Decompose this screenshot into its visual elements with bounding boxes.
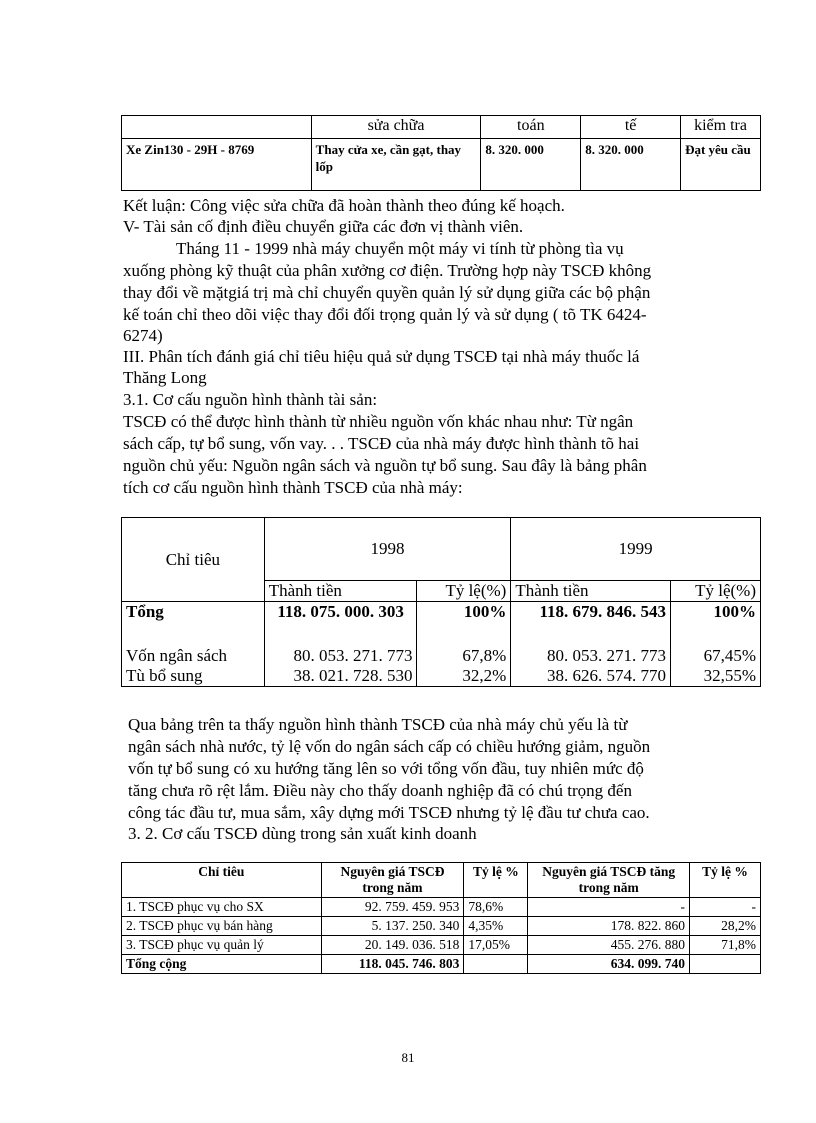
section-heading: V- Tài sản cố định điều chuyển giữa các đơn vị thành viên.: [123, 217, 524, 236]
table-row: [122, 139, 761, 191]
table-cell: 634. 099. 740: [528, 955, 690, 974]
table-cell: 80. 053. 271. 773: [511, 646, 671, 666]
body-text: công tác đầu tư, mua sắm, xây dựng mới TSCĐ nhưng tỷ lệ đầu tư chưa cao.: [128, 803, 650, 822]
body-text: TSCĐ có thể được hình thành từ nhiều nguồn vốn khác nhau như: Từ ngân: [123, 412, 634, 431]
subsection-heading: 3. 2. Cơ cấu TSCĐ dùng trong sản xuất kinh doanh: [128, 824, 477, 843]
body-text: vốn tự bổ sung có xu hướng tăng lên so với tổng vốn đầu, tuy nhiên mức độ: [128, 759, 644, 778]
body-text: nguồn chủ yếu: Nguồn ngân sách và nguồn tự bổ sung. Sau đây là bảng phân: [123, 456, 647, 475]
table-cell: 32,55%: [671, 666, 761, 687]
table-cell: 20. 149. 036. 518: [321, 936, 464, 955]
table-header: Tỷ lệ %: [690, 863, 761, 898]
table-cell: 67,45%: [671, 646, 761, 666]
table-cell: 4,35%: [464, 917, 528, 936]
table-cell: 5. 137. 250. 340: [321, 917, 464, 936]
body-text: Tháng 11 - 1999 nhà máy chuyển một máy vi tính từ phòng tìa vụ: [176, 239, 624, 258]
table-cell: [464, 955, 528, 974]
section-heading: III. Phân tích đánh giá chỉ tiêu hiệu quả sử dụng TSCĐ tại nhà máy thuốc lá: [123, 347, 640, 366]
table-cell: 67,8%: [417, 646, 511, 666]
body-text: xuống phòng kỹ thuật của phân xưởng cơ điện. Trường hợp này TSCĐ không: [123, 261, 652, 280]
table-cell: 100%: [671, 602, 761, 646]
body-text: thay đổi về mặtgiá trị mà chỉ chuyển quyền quản lý sử dụng giữa các bộ phận: [123, 283, 651, 302]
body-text: tích cơ cấu nguồn hình thành TSCĐ của nhà máy:: [123, 478, 463, 497]
table-cell: 100%: [417, 602, 511, 646]
subsection-heading: 3.1. Cơ cấu nguồn hình thành tài sản:: [123, 390, 378, 409]
table-cell: Tù bổ sung: [122, 666, 265, 687]
body-text: tăng chưa rõ rệt lắm. Điều này cho thấy doanh nghiệp đã có chú trọng đến: [128, 781, 632, 800]
table-cell: 8. 320. 000: [581, 139, 681, 191]
body-text: kế toán chỉ theo dõi việc thay đổi đối trọng quản lý và sử dụng ( tõ TK 6424-: [123, 305, 647, 324]
body-text: ngân sách nhà nước, tỷ lệ vốn do ngân sách cấp có chiều hướng giảm, nguồn: [128, 737, 651, 756]
table-cell: -: [528, 898, 690, 917]
table-row: [122, 666, 761, 687]
table-row: [122, 863, 761, 898]
body-text: sách cấp, tự bổ sung, vốn vay. . . TSCĐ của nhà máy được hình thành tõ hai: [123, 434, 640, 453]
table-cell: [690, 955, 761, 974]
capital-structure-table: [121, 517, 761, 687]
table-cell: Vốn ngân sách: [122, 646, 265, 666]
table-header: Chỉ tiêu: [122, 518, 265, 602]
table-header: Thành tiền: [264, 581, 417, 602]
table-header: Thành tiền: [511, 581, 671, 602]
section-heading: Thăng Long: [123, 368, 207, 387]
table-cell: Xe Zin130 - 29H - 8769: [122, 139, 312, 191]
table-cell: 1. TSCĐ phục vụ cho SX: [122, 898, 322, 917]
table-header: Tỷ lệ %: [464, 863, 528, 898]
table-header: 1999: [511, 518, 761, 581]
table-cell: 32,2%: [417, 666, 511, 687]
table-row: [122, 936, 761, 955]
table-cell: 455. 276. 880: [528, 936, 690, 955]
table-cell: 118. 075. 000. 303: [264, 602, 417, 646]
table-header: Nguyên giá TSCĐ tăng trong năm: [528, 863, 690, 898]
table-cell: -: [690, 898, 761, 917]
table-cell: 17,05%: [464, 936, 528, 955]
table-cell: 78,6%: [464, 898, 528, 917]
table-cell: 71,8%: [690, 936, 761, 955]
table-header: Chỉ tiêu: [122, 863, 322, 898]
table-cell: Thay cửa xe, cần gạt, thay lốp: [311, 139, 481, 191]
asset-structure-table: [121, 862, 761, 974]
table-row: [122, 602, 761, 646]
page-number: 81: [401, 1050, 415, 1065]
table-cell: 28,2%: [690, 917, 761, 936]
table-cell: Tổng cộng: [122, 955, 322, 974]
table-cell: Tổng: [122, 602, 265, 646]
table-row: [122, 518, 761, 581]
table-header: toán: [481, 116, 581, 139]
table-header: 1998: [264, 518, 511, 581]
table-row: [122, 898, 761, 917]
table-cell: 118. 679. 846. 543: [511, 602, 671, 646]
table-cell: 80. 053. 271. 773: [264, 646, 417, 666]
body-text: Qua bảng trên ta thấy nguồn hình thành TSCĐ của nhà máy chủ yếu là từ: [128, 715, 628, 734]
table-cell: 38. 021. 728. 530: [264, 666, 417, 687]
table-header: sửa chữa: [311, 116, 481, 139]
table-cell: 38. 626. 574. 770: [511, 666, 671, 687]
table-header: kiểm tra: [681, 116, 761, 139]
table-row: [122, 955, 761, 974]
table-header: Tỷ lệ(%): [671, 581, 761, 602]
table-row: [122, 917, 761, 936]
table-cell: 178. 822. 860: [528, 917, 690, 936]
table-cell: 3. TSCĐ phục vụ quản lý: [122, 936, 322, 955]
table-header: tế: [581, 116, 681, 139]
table-header: Nguyên giá TSCĐ trong năm: [321, 863, 464, 898]
table-cell: [122, 116, 312, 139]
table-row: [122, 646, 761, 666]
body-text: 6274): [123, 326, 163, 345]
conclusion-text: Kết luận: Công việc sửa chữa đã hoàn thành theo đúng kế hoạch.: [123, 196, 565, 215]
table-cell: 118. 045. 746. 803: [321, 955, 464, 974]
table-cell: 8. 320. 000: [481, 139, 581, 191]
table-cell: 2. TSCĐ phục vụ bán hàng: [122, 917, 322, 936]
table-row: [122, 116, 761, 139]
table-cell: Đạt yêu cầu: [681, 139, 761, 191]
repair-table: [121, 115, 761, 191]
table-cell: 92. 759. 459. 953: [321, 898, 464, 917]
table-header: Tỷ lệ(%): [417, 581, 511, 602]
